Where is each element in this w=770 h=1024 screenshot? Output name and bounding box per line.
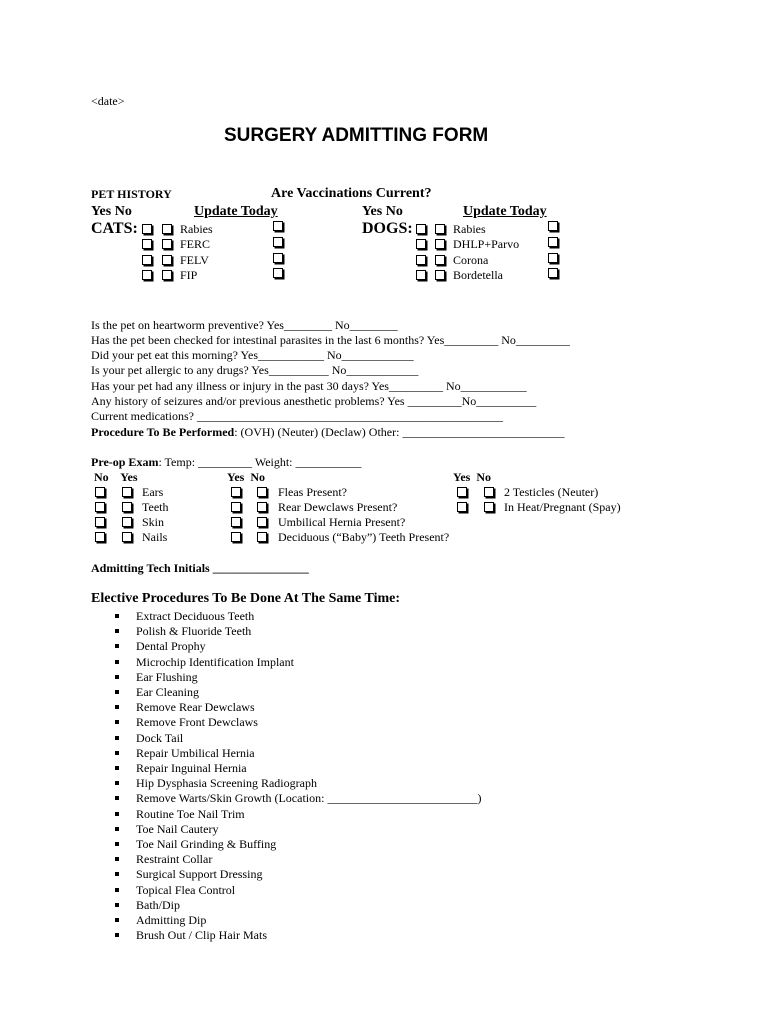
dogs-corona-label: Corona — [453, 253, 489, 267]
elective-heading: Elective Procedures To Be Done At The Same Time: — [91, 591, 401, 606]
bullet-icon — [115, 903, 119, 907]
ears-label: Ears — [142, 485, 164, 499]
bullet-icon — [115, 796, 119, 800]
elective-item[interactable]: Dental Prophy — [136, 639, 206, 653]
dogs-rabies-label: Rabies — [453, 222, 486, 236]
elective-item[interactable]: Admitting Dip — [136, 913, 207, 927]
dogs-dhlp-yes-checkbox[interactable] — [416, 239, 426, 249]
fleas-yes-checkbox[interactable] — [231, 487, 241, 497]
elective-item[interactable]: Bath/Dip — [136, 898, 180, 912]
dogs-rabies-no-checkbox[interactable] — [435, 224, 445, 234]
dogs-yes-no-header: Yes No — [362, 204, 403, 219]
ears-yes-checkbox[interactable] — [122, 487, 132, 497]
elective-item[interactable]: Extract Deciduous Teeth — [136, 609, 255, 623]
skin-label: Skin — [142, 515, 165, 529]
cats-ferc-yes-checkbox[interactable] — [142, 239, 152, 249]
question-seizure-history[interactable]: Any history of seizures and/or previous anesthetic problems? Yes _________No__________ — [91, 394, 537, 408]
elective-item[interactable]: Toe Nail Grinding & Buffing — [136, 837, 277, 851]
bullet-icon — [115, 705, 119, 709]
cats-fip-no-checkbox[interactable] — [162, 270, 172, 280]
preop-col2-header: Yes No — [227, 470, 265, 484]
nails-no-checkbox[interactable] — [95, 532, 105, 542]
dogs-dhlp-label: DHLP+Parvo — [453, 237, 520, 251]
teeth-label: Teeth — [142, 500, 169, 514]
testicles-yes-checkbox[interactable] — [457, 487, 467, 497]
question-ate-this-morning[interactable]: Did your pet eat this morning? Yes___________ No____________ — [91, 348, 414, 362]
bullet-icon — [115, 660, 119, 664]
fleas-no-checkbox[interactable] — [257, 487, 267, 497]
cats-fip-update-checkbox[interactable] — [273, 268, 283, 278]
procedure-line[interactable] — [91, 425, 564, 439]
question-current-medications[interactable]: Current medications? ___________________________________________________ — [91, 409, 503, 423]
bullet-icon — [115, 629, 119, 633]
preop-label: Pre-op Exam — [91, 455, 159, 469]
heat-pregnant-yes-checkbox[interactable] — [457, 502, 467, 512]
bullet-icon — [115, 766, 119, 770]
nails-label: Nails — [142, 530, 168, 544]
vaccinations-question: Are Vaccinations Current? — [271, 186, 432, 201]
pet-history-label: PET HISTORY — [91, 187, 172, 201]
elective-item[interactable]: Remove Front Dewclaws — [136, 715, 258, 729]
umbilical-hernia-yes-checkbox[interactable] — [231, 517, 241, 527]
dogs-rabies-yes-checkbox[interactable] — [416, 224, 426, 234]
cats-felv-no-checkbox[interactable] — [162, 255, 172, 265]
elective-item[interactable]: Ear Cleaning — [136, 685, 199, 699]
umbilical-hernia-no-checkbox[interactable] — [257, 517, 267, 527]
rear-dewclaws-no-checkbox[interactable] — [257, 502, 267, 512]
cats-fip-yes-checkbox[interactable] — [142, 270, 152, 280]
bullet-icon — [115, 736, 119, 740]
rear-dewclaws-yes-checkbox[interactable] — [231, 502, 241, 512]
dogs-bordetella-label: Bordetella — [453, 268, 503, 282]
heat-pregnant-no-checkbox[interactable] — [484, 502, 494, 512]
question-drug-allergy[interactable]: Is your pet allergic to any drugs? Yes__________ No____________ — [91, 363, 419, 377]
elective-item[interactable]: Repair Umbilical Hernia — [136, 746, 255, 760]
elective-item[interactable]: Repair Inguinal Hernia — [136, 761, 247, 775]
elective-item[interactable]: Restraint Collar — [136, 852, 213, 866]
cats-rabies-yes-checkbox[interactable] — [142, 224, 152, 234]
bullet-icon — [115, 675, 119, 679]
question-heartworm[interactable]: Is the pet on heartworm preventive? Yes________ No________ — [91, 318, 398, 332]
rear-dewclaws-label: Rear Dewclaws Present? — [278, 500, 398, 514]
heat-pregnant-label: In Heat/Pregnant (Spay) — [504, 500, 621, 514]
elective-item[interactable]: Ear Flushing — [136, 670, 198, 684]
cats-fip-label: FIP — [180, 268, 198, 282]
skin-yes-checkbox[interactable] — [122, 517, 132, 527]
preop-col3-header: Yes No — [453, 470, 491, 484]
dogs-update-today-header: Update Today — [463, 204, 547, 219]
bullet-icon — [115, 720, 119, 724]
bullet-icon — [115, 690, 119, 694]
cats-felv-update-checkbox[interactable] — [273, 253, 283, 263]
bullet-icon — [115, 918, 119, 922]
cats-felv-yes-checkbox[interactable] — [142, 255, 152, 265]
cats-yes-no-header: Yes No — [91, 204, 132, 219]
question-parasites[interactable]: Has the pet been checked for intestinal parasites in the last 6 months? Yes_________ No_________ — [91, 333, 570, 347]
bullet-icon — [115, 933, 119, 937]
elective-item[interactable]: Toe Nail Cautery — [136, 822, 219, 836]
elective-item[interactable]: Brush Out / Clip Hair Mats — [136, 928, 267, 942]
elective-item[interactable]: Dock Tail — [136, 731, 184, 745]
elective-item[interactable]: Remove Rear Dewclaws — [136, 700, 255, 714]
cats-ferc-label: FERC — [180, 237, 211, 251]
dogs-bordetella-update-checkbox[interactable] — [548, 268, 558, 278]
dogs-label: DOGS: — [362, 220, 413, 237]
fleas-label: Fleas Present? — [278, 485, 347, 499]
testicles-no-checkbox[interactable] — [484, 487, 494, 497]
dogs-dhlp-no-checkbox[interactable] — [435, 239, 445, 249]
question-recent-illness[interactable]: Has your pet had any illness or injury in the past 30 days? Yes_________ No___________ — [91, 379, 527, 393]
preop-col1-header: No Yes — [94, 470, 138, 484]
form-title: SURGERY ADMITTING FORM — [224, 125, 489, 146]
dogs-corona-update-checkbox[interactable] — [548, 253, 558, 263]
elective-item[interactable]: Routine Toe Nail Trim — [136, 807, 245, 821]
cats-felv-label: FELV — [180, 253, 209, 267]
bullet-icon — [115, 812, 119, 816]
dogs-corona-no-checkbox[interactable] — [435, 255, 445, 265]
nails-yes-checkbox[interactable] — [122, 532, 132, 542]
procedure-label: Procedure To Be Performed — [91, 425, 235, 439]
preop-temp-weight: : Temp: _________ Weight: ___________ — [158, 455, 362, 469]
preop-line[interactable] — [91, 455, 362, 469]
elective-item[interactable]: Topical Flea Control — [136, 883, 236, 897]
bullet-icon — [115, 872, 119, 876]
teeth-no-checkbox[interactable] — [95, 502, 105, 512]
procedure-options: : (OVH) (Neuter) (Declaw) Other: ___________________________ — [234, 425, 565, 439]
dogs-bordetella-yes-checkbox[interactable] — [416, 270, 426, 280]
ears-no-checkbox[interactable] — [95, 487, 105, 497]
admitting-tech-initials[interactable]: Admitting Tech Initials ________________ — [91, 561, 309, 575]
cats-rabies-update-checkbox[interactable] — [273, 221, 283, 231]
bullet-icon — [115, 614, 119, 618]
dogs-corona-yes-checkbox[interactable] — [416, 255, 426, 265]
cats-rabies-no-checkbox[interactable] — [162, 224, 172, 234]
dogs-dhlp-update-checkbox[interactable] — [548, 237, 558, 247]
elective-item[interactable]: Polish & Fluoride Teeth — [136, 624, 252, 638]
deciduous-teeth-no-checkbox[interactable] — [257, 532, 267, 542]
dogs-bordetella-no-checkbox[interactable] — [435, 270, 445, 280]
bullet-icon — [115, 644, 119, 648]
testicles-label: 2 Testicles (Neuter) — [504, 485, 599, 499]
bullet-icon — [115, 888, 119, 892]
dogs-rabies-update-checkbox[interactable] — [548, 221, 558, 231]
teeth-yes-checkbox[interactable] — [122, 502, 132, 512]
skin-no-checkbox[interactable] — [95, 517, 105, 527]
elective-item[interactable]: Surgical Support Dressing — [136, 867, 263, 881]
cats-ferc-update-checkbox[interactable] — [273, 237, 283, 247]
cats-label: CATS: — [91, 220, 138, 237]
bullet-icon — [115, 751, 119, 755]
cats-ferc-no-checkbox[interactable] — [162, 239, 172, 249]
bullet-icon — [115, 857, 119, 861]
elective-item[interactable]: Microchip Identification Implant — [136, 655, 294, 669]
elective-item[interactable]: Remove Warts/Skin Growth (Location: _________________________) — [136, 791, 482, 805]
umbilical-hernia-label: Umbilical Hernia Present? — [278, 515, 406, 529]
bullet-icon — [115, 827, 119, 831]
date-placeholder: <date> — [91, 94, 125, 108]
bullet-icon — [115, 781, 119, 785]
cats-update-today-header: Update Today — [194, 204, 278, 219]
bullet-icon — [115, 842, 119, 846]
deciduous-teeth-yes-checkbox[interactable] — [231, 532, 241, 542]
elective-item[interactable]: Hip Dysphasia Screening Radiograph — [136, 776, 317, 790]
cats-rabies-label: Rabies — [180, 222, 213, 236]
deciduous-teeth-label: Deciduous (“Baby”) Teeth Present? — [278, 530, 450, 544]
